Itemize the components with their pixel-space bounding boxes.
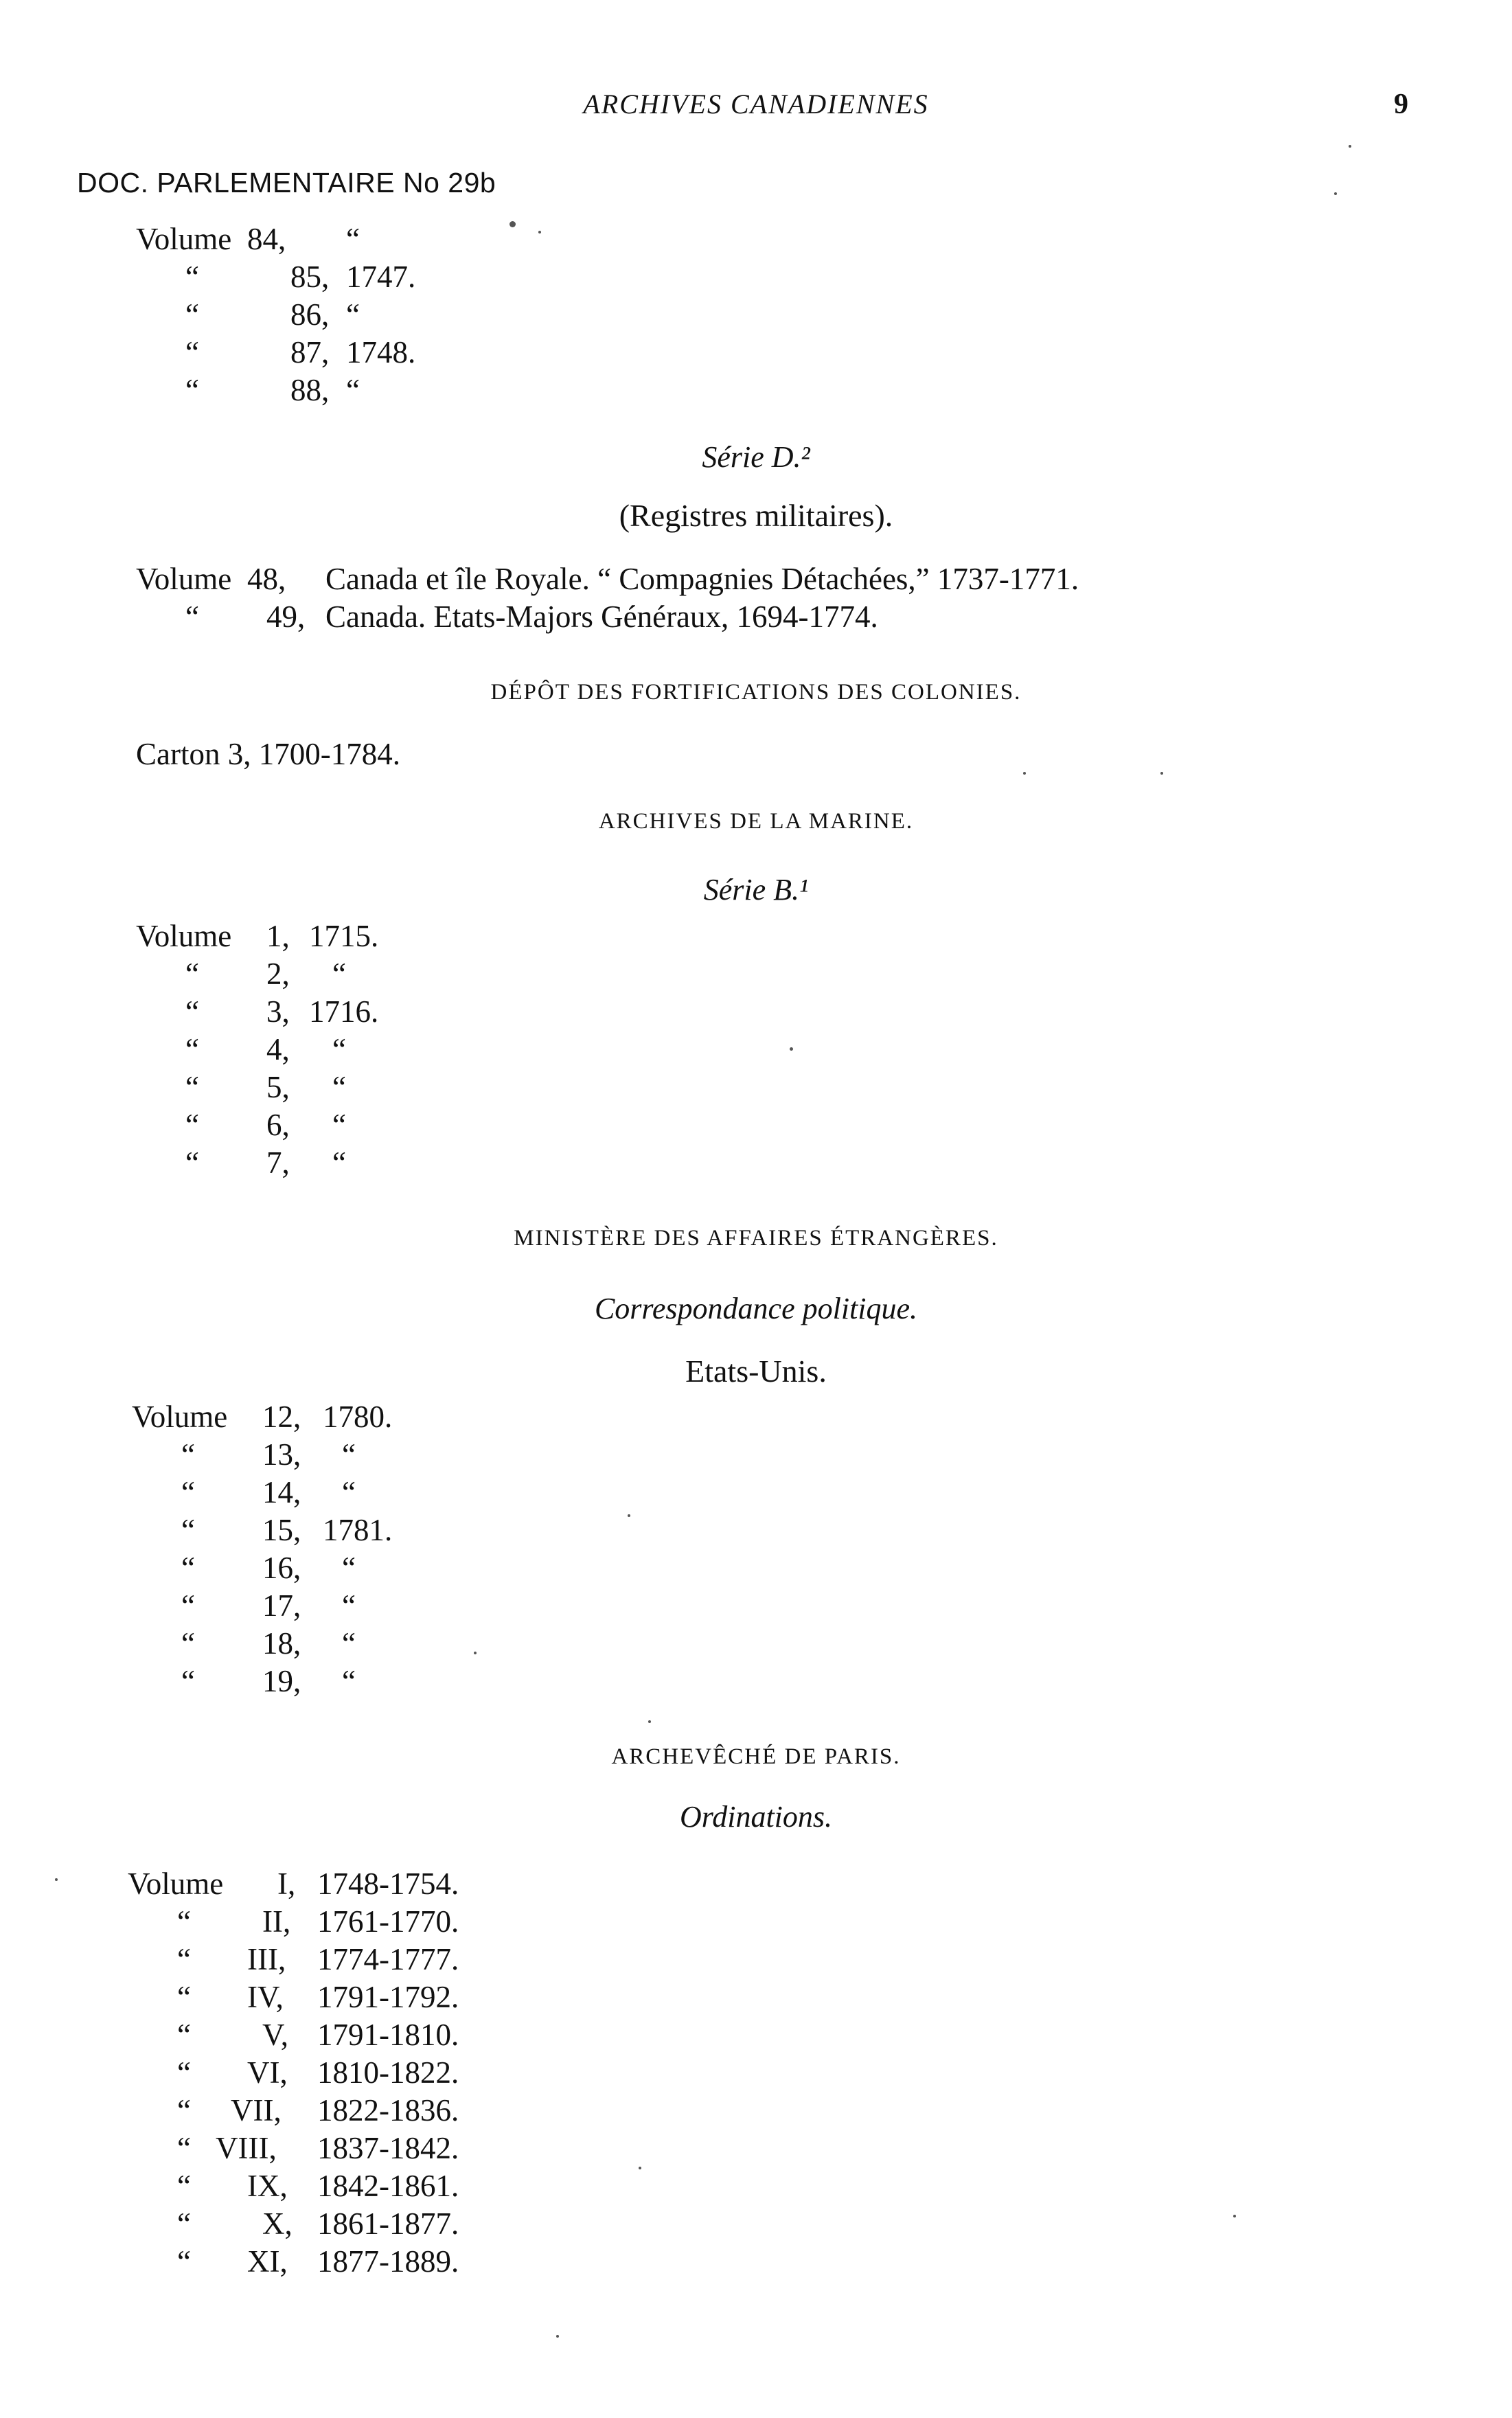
ditto-mark: “ bbox=[181, 1664, 195, 1698]
ditto-mark: “ bbox=[177, 1904, 191, 1939]
volume-label: Volume bbox=[136, 222, 232, 256]
volume-date: 1748. bbox=[346, 335, 416, 369]
volume-date: 1716. bbox=[309, 994, 379, 1029]
volume-date: 1861-1877. bbox=[317, 2206, 459, 2241]
speck bbox=[639, 2167, 641, 2169]
volume-number: VIII, bbox=[216, 2131, 277, 2165]
volume-number: 48, bbox=[247, 562, 286, 596]
volume-number: V, bbox=[262, 2018, 288, 2052]
ditto-mark: “ bbox=[177, 2131, 191, 2165]
ditto-mark: “ bbox=[181, 1588, 195, 1623]
volume-number: II, bbox=[262, 1904, 291, 1939]
speck bbox=[648, 1720, 651, 1723]
list-item bbox=[128, 2091, 608, 2130]
ditto-mark: “ bbox=[177, 2244, 191, 2279]
ditto-mark: “ bbox=[181, 1475, 195, 1509]
volume-date: 1748-1754. bbox=[317, 1867, 459, 1901]
ditto-mark: “ bbox=[177, 2093, 191, 2128]
volume-date: “ bbox=[342, 1551, 356, 1585]
volume-label: Volume bbox=[136, 919, 232, 953]
list-item bbox=[136, 1030, 548, 1069]
list-item bbox=[132, 1398, 544, 1436]
ditto-mark: “ bbox=[185, 1108, 199, 1142]
volume-number: 19, bbox=[262, 1664, 301, 1698]
volume-date: “ bbox=[342, 1437, 356, 1472]
volume-date: 1780. bbox=[323, 1400, 393, 1434]
volume-number: 3, bbox=[266, 994, 290, 1029]
list-item bbox=[136, 955, 548, 993]
volume-number: 16, bbox=[262, 1551, 301, 1585]
volume-number: IV, bbox=[247, 1980, 284, 2014]
ditto-mark: “ bbox=[185, 1145, 199, 1180]
volume-date: 1842-1861. bbox=[317, 2169, 459, 2203]
list-item bbox=[136, 1143, 548, 1182]
list-item bbox=[132, 1662, 544, 1700]
volume-number: IX, bbox=[247, 2169, 288, 2203]
volume-number: 86, bbox=[290, 297, 330, 332]
volume-number: 4, bbox=[266, 1032, 290, 1067]
speck bbox=[509, 221, 516, 227]
volume-number: 15, bbox=[262, 1513, 301, 1547]
ditto-mark: “ bbox=[177, 2018, 191, 2052]
list-item bbox=[136, 333, 548, 372]
volume-number: III, bbox=[247, 1942, 286, 1976]
volume-number: 5, bbox=[266, 1070, 290, 1104]
volume-label: Volume bbox=[132, 1400, 228, 1434]
list-item bbox=[128, 1978, 608, 2016]
doc-label: DOC. PARLEMENTAIRE No 29b bbox=[77, 167, 496, 198]
list-item bbox=[136, 992, 548, 1031]
speck bbox=[628, 1514, 630, 1517]
list-item bbox=[128, 2053, 608, 2092]
ditto-mark: “ bbox=[177, 2169, 191, 2203]
speck bbox=[1334, 192, 1337, 195]
ditto-mark: “ bbox=[185, 335, 199, 369]
volume-date: 1761-1770. bbox=[317, 1904, 459, 1939]
volume-number: 7, bbox=[266, 1145, 290, 1180]
volume-number: 12, bbox=[262, 1400, 301, 1434]
speck bbox=[1160, 772, 1163, 775]
section-subheading: Ordinations. bbox=[679, 1800, 833, 1834]
list-item: Carton 3, 1700-1784. bbox=[136, 737, 400, 771]
list-item bbox=[128, 1940, 608, 1978]
volume-date: “ bbox=[332, 1070, 346, 1104]
volume-number: VI, bbox=[247, 2055, 288, 2090]
volume-number: 17, bbox=[262, 1588, 301, 1623]
section-subheading: (Registres militaires). bbox=[619, 498, 893, 533]
list-item bbox=[132, 1549, 544, 1587]
ditto-mark: “ bbox=[185, 373, 199, 407]
volume-label: Volume bbox=[136, 562, 232, 596]
speck bbox=[1233, 2215, 1236, 2217]
list-item bbox=[132, 1624, 544, 1663]
volume-date: “ bbox=[346, 222, 360, 256]
ditto-mark: “ bbox=[177, 2055, 191, 2090]
section-subheading: Correspondance politique. bbox=[594, 1292, 918, 1325]
volume-date: 1747. bbox=[346, 260, 416, 294]
list-item bbox=[136, 258, 548, 296]
ditto-mark: “ bbox=[181, 1513, 195, 1547]
section-heading: MINISTÈRE DES AFFAIRES ÉTRANGÈRES. bbox=[514, 1226, 998, 1251]
volume-date: “ bbox=[332, 1145, 346, 1180]
volume-date: 1774-1777. bbox=[317, 1942, 459, 1976]
list-item bbox=[128, 1902, 608, 1941]
volume-number: 85, bbox=[290, 260, 330, 294]
list-item bbox=[132, 1586, 544, 1625]
speck bbox=[1349, 145, 1351, 148]
ditto-mark: “ bbox=[185, 1070, 199, 1104]
volume-number: 14, bbox=[262, 1475, 301, 1509]
running-title: ARCHIVES CANADIENNES bbox=[583, 89, 929, 119]
ditto-mark: “ bbox=[185, 600, 199, 634]
volume-description: Canada. Etats-Majors Généraux, 1694-1774. bbox=[325, 600, 878, 634]
volume-date: “ bbox=[342, 1664, 356, 1698]
section-heading: ARCHIVES DE LA MARINE. bbox=[598, 809, 914, 834]
list-item bbox=[132, 1511, 544, 1549]
volume-number: 88, bbox=[290, 373, 330, 407]
volume-number: 84, bbox=[247, 222, 286, 256]
list-item bbox=[128, 1864, 608, 1903]
volume-date: 1877-1889. bbox=[317, 2244, 459, 2279]
volume-number: VII, bbox=[231, 2093, 282, 2128]
volume-date: “ bbox=[342, 1588, 356, 1623]
volume-date: “ bbox=[332, 1108, 346, 1142]
volume-date: 1822-1836. bbox=[317, 2093, 459, 2128]
speck bbox=[55, 1878, 58, 1881]
volume-number: I, bbox=[277, 1867, 296, 1901]
volume-number: 1, bbox=[266, 919, 290, 953]
section-subheading: Série D.² bbox=[702, 440, 810, 474]
volume-date: 1791-1810. bbox=[317, 2018, 459, 2052]
volume-date: 1837-1842. bbox=[317, 2131, 459, 2165]
ditto-mark: “ bbox=[177, 1980, 191, 2014]
speck bbox=[790, 1047, 793, 1051]
section-heading: ARCHEVÊCHÉ DE PARIS. bbox=[611, 1744, 901, 1769]
volume-number: 2, bbox=[266, 957, 290, 991]
list-item bbox=[132, 1473, 544, 1512]
volume-date: “ bbox=[332, 1032, 346, 1067]
list-item bbox=[136, 1068, 548, 1106]
volume-label: Volume bbox=[128, 1867, 224, 1901]
ditto-mark: “ bbox=[185, 994, 199, 1029]
ditto-mark: “ bbox=[181, 1626, 195, 1661]
volume-date: 1781. bbox=[323, 1513, 393, 1547]
volume-date: “ bbox=[332, 957, 346, 991]
section-subheading: Série B.¹ bbox=[703, 873, 809, 906]
volume-description: Canada et île Royale. “ Compagnies Détachées,” 1737-1771. bbox=[325, 562, 1079, 596]
volume-date: “ bbox=[346, 373, 360, 407]
list-item bbox=[136, 560, 1303, 598]
volume-number: 18, bbox=[262, 1626, 301, 1661]
speck bbox=[1023, 772, 1026, 775]
volume-number: 87, bbox=[290, 335, 330, 369]
list-item bbox=[128, 2016, 608, 2054]
speck bbox=[556, 2335, 559, 2338]
volume-number: X, bbox=[262, 2206, 293, 2241]
list-item bbox=[128, 2204, 608, 2243]
volume-date: 1810-1822. bbox=[317, 2055, 459, 2090]
list-item bbox=[136, 917, 548, 955]
list-item bbox=[136, 371, 548, 409]
list-item bbox=[128, 2242, 608, 2281]
speck bbox=[538, 231, 541, 233]
volume-number: XI, bbox=[247, 2244, 288, 2279]
volume-date: 1715. bbox=[309, 919, 379, 953]
volume-date: 1791-1792. bbox=[317, 1980, 459, 2014]
volume-date: “ bbox=[342, 1475, 356, 1509]
ditto-mark: “ bbox=[177, 2206, 191, 2241]
ditto-mark: “ bbox=[185, 260, 199, 294]
ditto-mark: “ bbox=[177, 1942, 191, 1976]
volume-number: 49, bbox=[266, 600, 306, 634]
ditto-mark: “ bbox=[185, 1032, 199, 1067]
ditto-mark: “ bbox=[185, 297, 199, 332]
list-item bbox=[132, 1435, 544, 1474]
volume-number: 13, bbox=[262, 1437, 301, 1472]
ditto-mark: “ bbox=[181, 1437, 195, 1472]
list-item bbox=[136, 1106, 548, 1144]
list-item bbox=[128, 2129, 608, 2167]
list-item bbox=[136, 220, 548, 258]
section-heading: DÉPÔT DES FORTIFICATIONS DES COLONIES. bbox=[490, 680, 1022, 705]
speck bbox=[474, 1652, 477, 1654]
volume-number: 6, bbox=[266, 1108, 290, 1142]
ditto-mark: “ bbox=[181, 1551, 195, 1585]
page-number: 9 bbox=[1394, 89, 1408, 120]
ditto-mark: “ bbox=[185, 957, 199, 991]
section-subheading: Etats-Unis. bbox=[685, 1354, 827, 1389]
volume-date: “ bbox=[346, 297, 360, 332]
list-item bbox=[128, 2167, 608, 2205]
list-item bbox=[136, 597, 1303, 636]
list-item bbox=[136, 295, 548, 334]
volume-date: “ bbox=[342, 1626, 356, 1661]
